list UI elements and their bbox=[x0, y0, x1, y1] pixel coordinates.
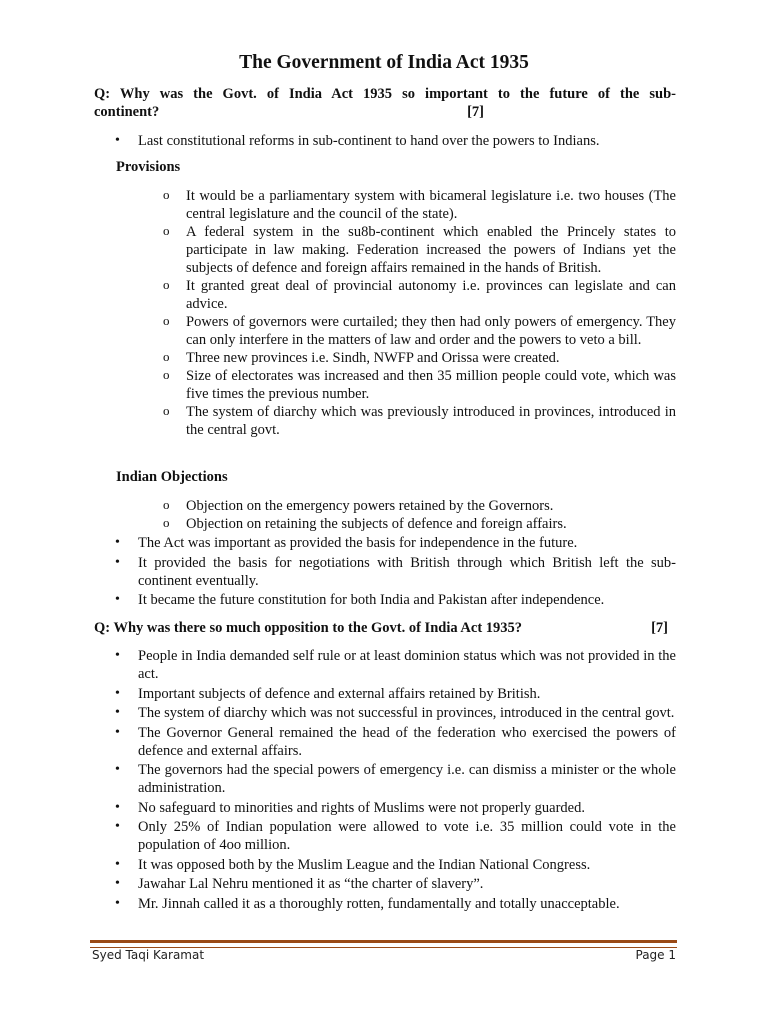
list-item: • Last constitutional reforms in sub-continent to hand over the powers to Indians. bbox=[138, 132, 676, 150]
list-item: • Only 25% of Indian population were allowed to vote i.e. 35 million could vote in the population of 4oo million. bbox=[138, 818, 676, 854]
list-item: • People in India demanded self rule or at least dominion status which was not provided in the act. bbox=[138, 647, 676, 683]
question-1-line1: Q: Why was the Govt. of India Act 1935 so important to the future of the sub- bbox=[94, 86, 676, 102]
opposition-list bbox=[138, 647, 676, 914]
intro-list bbox=[138, 132, 676, 152]
objections-list bbox=[186, 497, 676, 533]
list-item: • It was opposed both by the Muslim League and the Indian National Congress. bbox=[138, 856, 676, 874]
list-item: o Objection on retaining the subjects of defence and foreign affairs. bbox=[186, 515, 676, 533]
question-1-line2: continent? bbox=[94, 104, 160, 120]
list-item: • It became the future constitution for both India and Pakistan after independence. bbox=[138, 591, 676, 609]
question-2 bbox=[94, 619, 676, 637]
footer-divider bbox=[90, 940, 677, 948]
question-2-text: Q: Why was there so much opposition to the Govt. of India Act 1935? bbox=[94, 620, 523, 636]
list-item: o Powers of governors were curtailed; they then had only powers of emergency. They can only interfere in the matters of law and order and the powers to veto a bill. bbox=[186, 313, 676, 349]
list-item: • The system of diarchy which was not successful in provinces, introduced in the central govt. bbox=[138, 704, 676, 722]
list-item: • The governors had the special powers of emergency i.e. can dismiss a minister or the whole administration. bbox=[138, 761, 676, 797]
provisions-list bbox=[186, 187, 676, 439]
question-2-marks: [7] bbox=[651, 620, 668, 636]
list-item: • Important subjects of defence and external affairs retained by British. bbox=[138, 685, 676, 703]
list-item: • No safeguard to minorities and rights of Muslims were not properly guarded. bbox=[138, 799, 676, 817]
list-item: o Three new provinces i.e. Sindh, NWFP and Orissa were created. bbox=[186, 349, 676, 367]
list-item: o Objection on the emergency powers retained by the Governors. bbox=[186, 497, 676, 515]
list-item: o Size of electorates was increased and then 35 million people could vote, which was five times the previous number. bbox=[186, 367, 676, 403]
list-item: • The Governor General remained the head of the federation who exercised the powers of defence and external affairs. bbox=[138, 724, 676, 760]
list-item: • Mr. Jinnah called it as a thoroughly rotten, fundamentally and totally unacceptable. bbox=[138, 895, 676, 913]
list-item: • Jawahar Lal Nehru mentioned it as “the charter of slavery”. bbox=[138, 875, 676, 893]
provisions-heading: Provisions bbox=[116, 159, 181, 175]
objections-heading: Indian Objections bbox=[116, 469, 228, 485]
list-item: o A federal system in the su8b-continent which enabled the Princely states to participate in law making. Federation increased the powers of Indians yet the subjects of defence and foreign affairs remained in the hands of British. bbox=[186, 223, 676, 277]
footer-author: Syed Taqi Karamat bbox=[92, 948, 205, 962]
footer-page-number: Page 1 bbox=[635, 948, 676, 962]
question-1 bbox=[94, 85, 676, 121]
list-item: o It granted great deal of provincial autonomy i.e. provinces can legislate and can advice. bbox=[186, 277, 676, 313]
page-title: The Government of India Act 1935 bbox=[239, 52, 529, 73]
list-item: • The Act was important as provided the basis for independence in the future. bbox=[138, 534, 676, 552]
question-1-marks: [7] bbox=[467, 104, 484, 120]
importance-list bbox=[138, 534, 676, 611]
list-item: • It provided the basis for negotiations with British through which British left the sub-continent eventually. bbox=[138, 554, 676, 590]
list-item: o It would be a parliamentary system with bicameral legislature i.e. two houses (The central legislature and the council of the state). bbox=[186, 187, 676, 223]
list-item: o The system of diarchy which was previously introduced in provinces, introduced in the central govt. bbox=[186, 403, 676, 439]
